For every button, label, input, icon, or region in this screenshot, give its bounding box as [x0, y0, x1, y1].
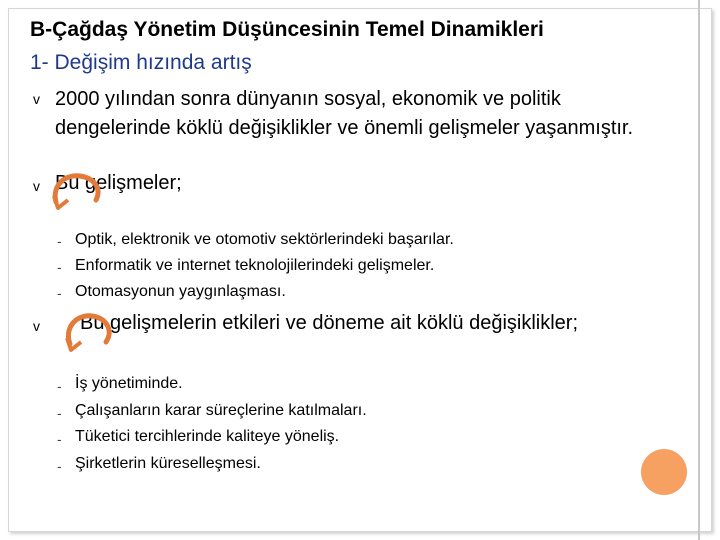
intro-paragraph: 2000 yılından sonra dünyanın sosyal, ekonomik ve politik dengelerinde köklü değişiklikler ve önemli gelişmeler yaşanmıştır. — [55, 88, 634, 139]
list-item: Çalışanların karar süreçlerine katılmaları. — [75, 402, 367, 419]
list-item: Şirketlerin küreselleşmesi. — [75, 455, 261, 472]
slide-title: B-Çağdaş Yönetim Düşüncesinin Temel Dinamikleri — [30, 18, 544, 41]
bullet-icon: v — [33, 91, 40, 107]
dash-marker: - — [57, 285, 62, 301]
right-edge-line — [698, 0, 700, 540]
bullet-icon: v — [33, 318, 40, 334]
curved-arrow-icon — [62, 308, 118, 354]
dash-marker: - — [57, 458, 62, 474]
list-item: Optik, elektronik ve otomotiv sektörlerindeki başarılar. — [75, 231, 454, 248]
dash-marker: - — [57, 233, 62, 249]
dash-marker: - — [57, 405, 62, 421]
slide-subtitle: 1- Değişim hızında artış — [30, 51, 252, 74]
bullet-icon: v — [33, 178, 40, 194]
dash-marker: - — [57, 431, 62, 447]
list-item: İş yönetiminde. — [75, 375, 183, 392]
dash-marker: - — [57, 259, 62, 275]
list-item: Enformatik ve internet teknolojilerindeki gelişmeler. — [75, 257, 435, 274]
list-item: Tüketici tercihlerinde kaliteye yöneliş. — [75, 428, 340, 445]
decorative-circle — [641, 449, 687, 495]
section2-heading: Bu gelişmelerin etkileri ve döneme ait köklü değişiklikler; — [80, 312, 578, 334]
curved-arrow-icon — [50, 168, 106, 212]
list-item: Otomasyonun yaygınlaşması. — [75, 283, 286, 300]
section1-heading: Bu gelişmeler; — [55, 172, 182, 194]
dash-marker: - — [57, 378, 62, 394]
